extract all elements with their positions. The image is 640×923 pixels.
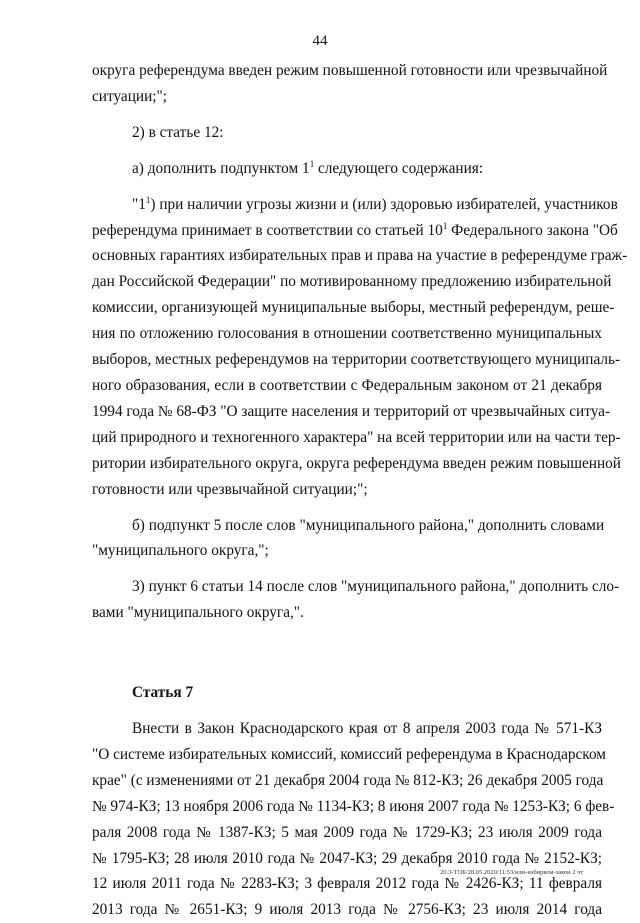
text-line: 12 июля 2011 года № 2283-КЗ; 3 февраля 2012 года № 2426-КЗ; 11 февраля <box>92 875 602 893</box>
text-line: округа референдума введен режим повышенной готовности или чрезвычайной <box>92 62 608 79</box>
text-line: референдума принимает в соответствии со статьей $10^1$ Федерального закона "Об <box>92 220 618 239</box>
text-line: "О системе избирательных комиссий, комиссий референдума в Краснодарском <box>92 745 606 763</box>
text-line: "$1^1$) при наличии угрозы жизни и (или) здоровью избирателей, участников <box>132 194 618 213</box>
list-item-2: 2) в статье 12: <box>132 123 224 141</box>
article-heading: Статья 7 <box>132 684 194 702</box>
text-line: 1994 года № 68-ФЗ "О защите населения и территорий от чрезвычайных ситуа- <box>92 402 611 420</box>
page-number: 44 <box>312 33 328 49</box>
text-line: ного образования, если в соответствии с Федеральным законом от 21 декабря <box>92 376 602 394</box>
text-line: № 974-КЗ; 13 ноября 2006 года № 1134-КЗ; 8 июня 2007 года № 1253-КЗ; 6 фев- <box>92 797 615 815</box>
text-line: крае" (с изменениями от 21 декабря 2004 года № 812-КЗ; 26 декабря 2005 года <box>92 771 604 789</box>
text-line: ций природного и техногенного характера" на всей территории или на части тер- <box>92 428 621 446</box>
text-line: дан Российской Федерации" по мотивированному предложению избирательной <box>92 273 612 291</box>
text-line: № 1795-КЗ; 28 июля 2010 года № 2047-КЗ; 29 декабря 2010 года № 2152-КЗ; <box>92 849 602 867</box>
text-line: готовности или чрезвычайной ситуации;"; <box>92 480 368 498</box>
text-line: ния по отложению голосования в отношении соответственно муниципальных <box>92 325 602 343</box>
text-line: раля 2008 года № 1387-КЗ; 5 мая 2009 года № 1729-КЗ; 23 июля 2009 года <box>92 823 602 841</box>
document-footer: 20.3-ТОБ/28.05.2020/11:53/изм-избирком-закон 2 чт <box>440 869 584 876</box>
text-line: ситуации;"; <box>92 87 167 105</box>
text-line: выборов, местных референдумов на территории соответствующего муниципаль- <box>92 351 621 369</box>
text-line: 2013 года № 2651-КЗ; 9 июля 2013 года № 2756-КЗ; 23 июля 2014 года <box>92 901 602 919</box>
text-line: вами "муниципального округа,". <box>92 604 304 622</box>
text-line: "муниципального округа,"; <box>92 542 269 560</box>
list-item-b: б) подпункт 5 после слов "муниципального района," дополнить словами <box>132 516 605 534</box>
document-body <box>92 58 628 923</box>
list-item-a: а) дополнить подпунктом $1^1$ следующего содержания: <box>132 158 484 177</box>
text-line: комиссии, организующей муниципальные выборы, местный референдум, реше- <box>92 299 615 317</box>
text-line: основных гарантиях избирательных прав и права на участие в референдуме граж- <box>92 247 628 265</box>
text-line: ритории избирательного округа, округа референдума введен режим повышенной <box>92 454 621 472</box>
text-line: Внести в Закон Краснодарского края от 8 апреля 2003 года № 571-КЗ <box>132 720 602 738</box>
list-item-3: 3) пункт 6 статьи 14 после слов "муниципального района," дополнить сло- <box>132 578 620 596</box>
